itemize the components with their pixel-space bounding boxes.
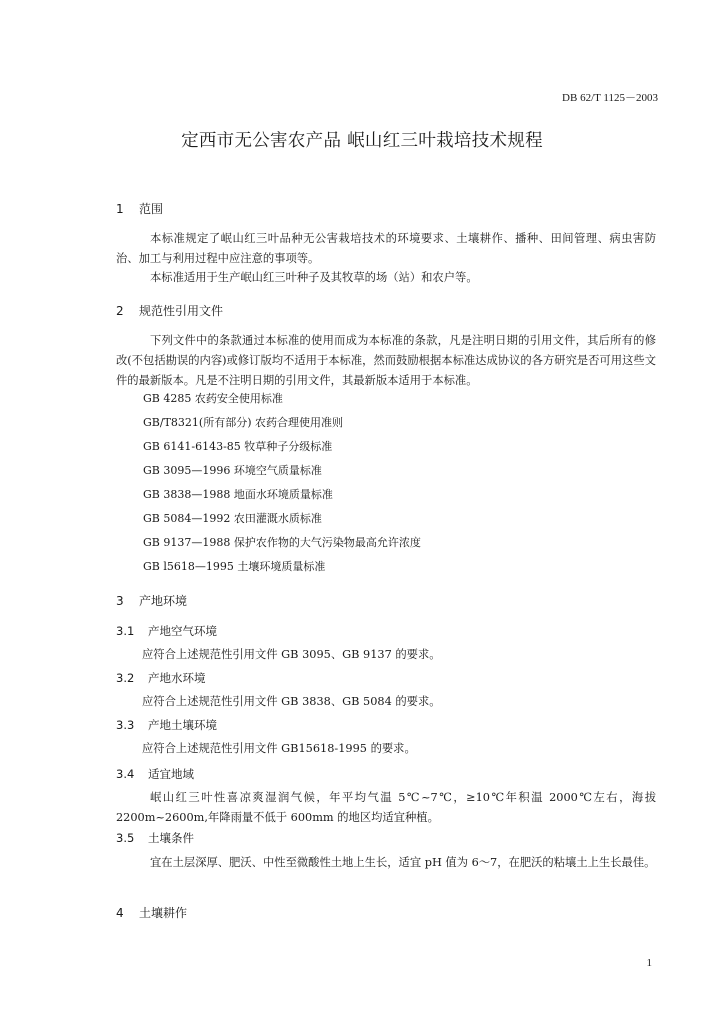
reference-item: GB 6141-6143-85 牧草种子分级标准 [143,440,333,453]
section-4-heading [116,904,187,921]
section-3-heading [116,592,187,609]
subsection-3-3-heading [116,717,217,733]
section-title: 土壤耕作 [139,906,188,920]
document-title: 定西市无公害农产品 岷山红三叶栽培技术规程 [181,131,543,151]
document-code: DB 62/T 1125－2003 [562,92,658,104]
reference-item: GB 5084—1992 农田灌溉水质标准 [143,512,322,525]
section-title: 产地环境 [139,594,188,608]
section-number: 3 [116,594,124,608]
subsection-title: 产地水环境 [148,671,206,685]
reference-item: GB 4285 农药安全使用标准 [143,392,283,405]
section-number: 4 [116,906,124,920]
section-title: 规范性引用文件 [139,304,224,318]
subsection-number: 3.4 [116,767,135,781]
subsection-3-5-text: 宜在土层深厚、肥沃、中性至微酸性土地上生长，适宜 pH 值为 6～7，在肥沃的粘壤土上生长最佳。 [150,856,656,869]
subsection-title: 产地土壤环境 [148,718,217,732]
page-number: 1 [646,957,652,969]
reference-item: GB/T8321(所有部分) 农药合理使用准则 [143,416,343,429]
reference-item: GB 3095—1996 环境空气质量标准 [143,464,322,477]
subsection-3-1-text: 应符合上述规范性引用文件 GB 3095、GB 9137 的要求。 [142,648,441,661]
subsection-number: 3.2 [116,671,135,685]
subsection-number: 3.1 [116,624,135,638]
subsection-title: 土壤条件 [148,831,194,845]
subsection-3-4-text: 岷山红三叶性喜凉爽湿润气候，年平均气温 5℃~7℃，≥10℃年积温 2000℃左右，海拔 2200m~2600m,年降雨量不低于 600mm 的地区均适宜种植。 [116,791,656,824]
subsection-3-5-heading [116,830,194,846]
subsection-title: 产地空气环境 [148,624,217,638]
subsection-3-3-text: 应符合上述规范性引用文件 GB15618-1995 的要求。 [142,742,416,755]
subsection-3-1-heading [116,623,217,639]
subsection-3-2-text: 应符合上述规范性引用文件 GB 3838、GB 5084 的要求。 [142,695,441,708]
section-title: 范围 [139,202,164,216]
section-2-paragraph-1: 下列文件中的条款通过本标准的使用而成为本标准的条款，凡是注明日期的引用文件，其后所有的修改(不包括勘误的内容)或修订版均不适用于本标准，然而鼓励根据本标准达成协议的各方研究是否可用这些文件的最新版本。凡是不注明日期的引用文件，其最新版本适用于本标准。 [116,334,656,387]
section-1-paragraph-2: 本标准适用于生产岷山红三叶种子及其牧草的场（站）和农户等。 [150,271,478,284]
subsection-3-2-heading [116,670,206,686]
subsection-3-4-heading [116,766,194,782]
subsection-number: 3.3 [116,718,135,732]
reference-item: GB 3838—1988 地面水环境质量标准 [143,488,333,501]
section-1-heading [116,200,163,217]
reference-item: GB l5618—1995 土壤环境质量标准 [143,560,326,573]
reference-item: GB 9137—1988 保护农作物的大气污染物最高允许浓度 [143,536,421,549]
section-1-paragraph-1: 本标准规定了岷山红三叶品种无公害栽培技术的环境要求、土壤耕作、播种、田间管理、病虫害防治、加工与利用过程中应注意的事项等。 [116,232,656,265]
section-number: 1 [116,202,124,216]
subsection-number: 3.5 [116,831,135,845]
section-number: 2 [116,304,124,318]
subsection-title: 适宜地域 [148,767,194,781]
section-2-heading [116,302,223,319]
